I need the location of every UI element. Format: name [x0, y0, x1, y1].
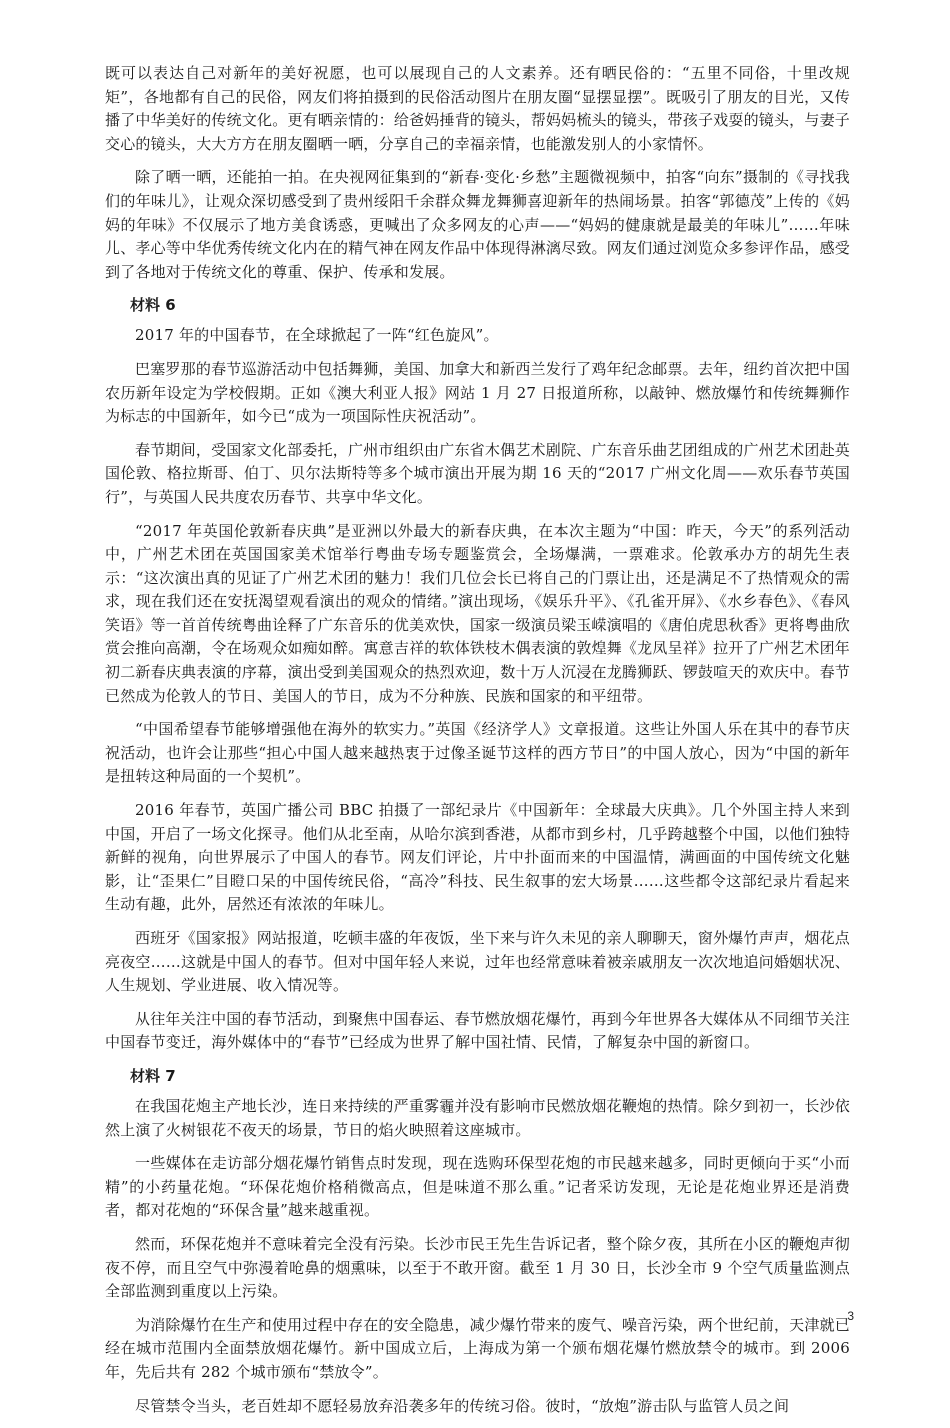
paragraph: 然而，环保花炮并不意味着完全没有污染。长沙市民王先生告诉记者，整个除夕夜，其所在小区的鞭炮声彻夜不停，而且空气中弥漫着呛鼻的烟熏味，以至于不敢开窗。截至 1 月 30 日，长沙全市 9 个空气质量监测点全部监测到重度以上污染。	[105, 1234, 850, 1301]
paragraph: 为消除爆竹在生产和使用过程中存在的安全隐患，减少爆竹带来的废气、噪音污染，两个世纪前，天津就已经在城市范围内全面禁放烟花爆竹。新中国成立后，上海成为第一个颁布烟花爆竹燃放禁令的城市。到 2006 年，先后共有 282 个城市颁布“禁放令”。	[105, 1315, 850, 1381]
paragraph: 在我国花炮主产地长沙，连日来持续的严重雾霾并没有影响市民燃放烟花鞭炮的热情。除夕到初一，长沙依然上演了火树银花不夜天的场景，节日的焰火映照着这座城市。	[105, 1096, 850, 1139]
section-heading-material-7: 材料 7	[130, 1066, 176, 1085]
paragraph: 春节期间，受国家文化部委托，广州市组织由广东省木偶艺术剧院、广东音乐曲艺团组成的广州艺术团赴英国伦敦、格拉斯哥、伯丁、贝尔法斯特等多个城市演出开展为期 16 天的“2017 广州文化周——欢乐春节英国行”，与英国人民共度农历春节、共享中华文化。	[105, 440, 850, 506]
paragraph: 西班牙《国家报》网站报道，吃顿丰盛的年夜饭，坐下来与许久未见的亲人聊聊天，窗外爆竹声声，烟花点亮夜空……这就是中国人的春节。但对中国年轻人来说，过年也经常意味着被亲戚朋友一次次地追问婚姻状况、人生规划、学业进展、收入情况等。	[105, 929, 850, 995]
paragraph: 一些媒体在走访部分烟花爆竹销售点时发现，现在选购环保型花炮的市民越来越多，同时更倾向于买“小而精”的小药量花炮。“环保花炮价格稍微高点，但是味道不那么重。”记者采访发现，无论是花炮业界还是消费者，都对花炮的“环保含量”越来越重视。	[105, 1154, 850, 1220]
paragraph: 既可以表达自己对新年的美好祝愿，也可以展现自己的人文素养。还有晒民俗的：“五里不同俗，十里改规矩”，各地都有自己的民俗，网友们将拍摄到的民俗活动图片在朋友圈“显摆显摆”。既吸引了朋友的目光，又传播了中华美好的传统文化。更有晒亲情的：给爸妈捶背的镜头，帮妈妈梳头的镜头，带孩子戏耍的镜头，与妻子交心的镜头，大大方方在朋友圈晒一晒，分享自己的幸福亲情，也能激发别人的小家情怀。	[105, 64, 850, 153]
paragraph: 2017 年的中国春节，在全球掀起了一阵“红色旋风”。	[135, 326, 499, 345]
paragraph: “中国希望春节能够增强他在海外的软实力。”英国《经济学人》文章报道。这些让外国人乐在其中的春节庆祝活动，也许会让那些“担心中国人越来越热衷于过像圣诞节这样的西方节日”的中国人放心，因为“中国的新年是扭转这种局面的一个契机”。	[105, 720, 850, 786]
paragraph: “2017 年英国伦敦新春庆典”是亚洲以外最大的新春庆典，在本次主题为“中国：昨天，今天”的系列活动中，广州艺术团在英国国家美术馆举行粤曲专场专题鉴赏会，全场爆满，一票难求。伦敦承办方的胡先生表示：“这次演出真的见证了广州艺术团的魅力！我们几位会长已将自己的门票让出，还是满足不了热情观众的需求，现在我们还在安抚渴望观看演出的观众的情绪。”演出现场，《娱乐升平》、《孔雀开屏》、《水乡春色》、《春风笑语》等一首首传统粤曲诠释了广东音乐的优美欢快，国家一级演员梁玉嵘演唱的《唐伯虎思秋香》更将粤曲欣赏会推向高潮，令在场观众如痴如醉。寓意吉祥的软体铁枝木偶表演的敦煌舞《龙凤呈祥》拉开了广州艺术团年初二新春庆典表演的序幕，演出受到美国观众的热烈欢迎，数十万人沉浸在龙腾狮跃、锣鼓喧天的欢庆中。春节已然成为伦敦人的节日、美国人的节日，成为不分种族、民族和国家的和平纽带。	[105, 521, 850, 705]
paragraph: 从往年关注中国的春节活动，到聚焦中国春运、春节燃放烟花爆竹，再到今年世界各大媒体从不同细节关注中国春节变迁，海外媒体中的“春节”已经成为世界了解中国社情、民情，了解复杂中国的新窗口。	[105, 1009, 850, 1052]
page-content	[105, 62, 850, 1428]
paragraph: 巴塞罗那的春节巡游活动中包括舞狮，美国、加拿大和新西兰发行了鸡年纪念邮票。去年，纽约首次把中国农历新年设定为学校假期。正如《澳大利亚人报》网站 1 月 27 日报道所称，以敲钟、燃放爆竹和传统舞狮作为标志的中国新年，如今已“成为一项国际性庆祝活动”。	[105, 359, 850, 426]
paragraph: 尽管禁令当头，老百姓却不愿轻易放弃沿袭多年的传统习俗。彼时，“放炮”游击队与监管人员之间	[135, 1396, 790, 1415]
section-heading-material-6: 材料 6	[130, 296, 176, 315]
paragraph: 2016 年春节，英国广播公司 BBC 拍摄了一部纪录片《中国新年：全球最大庆典》。几个外国主持人来到中国，开启了一场文化探寻。他们从北至南，从哈尔滨到香港，从都市到乡村，几乎跨越整个中国，以他们独特新鲜的视角，向世界展示了中国人的春节。网友们评论，片中扑面而来的中国温情，满画面的中国传统文化魅影，让“歪果仁”目瞪口呆的中国传统民俗，“高冷”科技、民生叙事的宏大场景……这些都令这部纪录片看起来生动有趣，此外，居然还有浓浓的年味儿。	[105, 801, 850, 914]
paragraph: 除了晒一晒，还能拍一拍。在央视网征集到的“新春·变化·乡愁”主题微视频中，拍客“向东”摄制的《寻找我们的年味儿》，让观众深切感受到了贵州绥阳千余群众舞龙舞狮喜迎新年的热闹场景。拍客“郭德茂”上传的《妈妈的年味》不仅展示了地方美食诱惑，更喊出了众多网友的心声——“妈妈的健康就是最美的年味儿”……年味儿、孝心等中华优秀传统文化内在的精气神在网友作品中体现得淋漓尽致。网友们通过浏览众多参评作品，感受到了各地对于传统文化的尊重、保护、传承和发展。	[105, 168, 850, 281]
page-number: 3	[847, 1309, 854, 1323]
